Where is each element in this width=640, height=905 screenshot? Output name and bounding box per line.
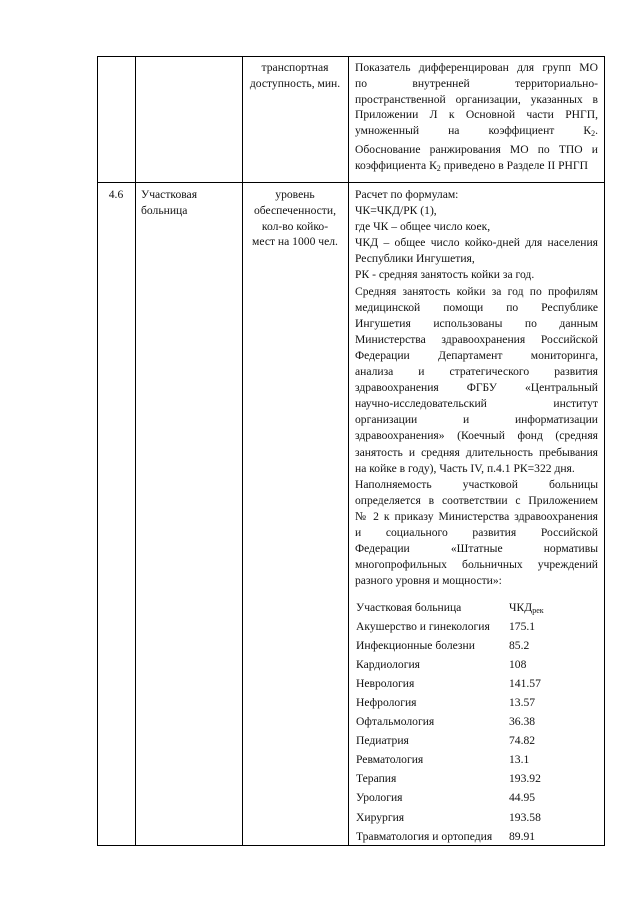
text-line: Министерства здравоохранения Российской [355,332,598,346]
unit-line: мест на 1000 чел. [252,235,338,249]
text-line: РК - средняя занятость койки за год. [355,268,535,282]
profile-table-header [356,598,596,617]
profile-value: 36.38 [509,715,536,729]
profile-value: 44.95 [509,791,536,805]
profile-name: Офтальмология [356,715,435,729]
profile-name: Терапия [356,772,397,786]
text-line: определяется в соответствии с Приложением [355,493,598,507]
profile-row [356,674,596,693]
profile-name: Ревматология [356,753,424,767]
unit-line: транспортная [261,61,329,74]
k-subscript: 2 [591,129,596,139]
text-line: и социального развития Российской [355,525,598,539]
profile-value: 175.1 [509,620,536,634]
text-fragment: умноженный на коэффициент К [355,124,592,138]
column-divider [604,56,605,846]
profile-name: Урология [356,791,403,805]
unit-line: обеспеченности, [254,203,336,217]
profile-value: 13.57 [509,696,536,710]
text-line: анализа и стратегического развития [355,365,598,379]
profile-row [356,617,596,636]
profile-row [356,693,596,712]
text-line: научно-исследовательский институт [355,397,598,411]
profile-value: 85.2 [509,639,530,653]
text-line: Показатель дифференцирован для групп МО [355,61,598,74]
profile-row [356,731,596,750]
text-line: ЧК=ЧКД/РК (1), [355,204,437,218]
profile-name: Акушерство и гинекология [356,620,490,634]
text-fragment: . [595,124,598,138]
text-line: пространственной организации, указанных в [355,92,598,106]
text-line: здравоохранения ФГБУ «Центральный [355,381,598,395]
text-line: занятость и средняя длительность пребывания [355,445,598,459]
profile-row [356,808,596,827]
text-line: Ингушетия использованы по данным [355,316,598,330]
profile-header-name: Участковая больница [356,601,462,614]
text-line: Федерации Департамент мониторинга, [355,348,598,362]
profile-value: 141.57 [509,677,541,691]
profile-name: Педиатрия [356,734,409,748]
row-description-cell [355,187,598,589]
text-line: Приложении Л к Основной части РНГП, [355,108,598,122]
text-line: Средняя занятость койки за год по профилям [355,284,598,298]
name-line: больница [141,203,188,217]
profile-row [356,712,596,731]
text-line: по внутренней территориально- [355,76,598,90]
profile-name: Травматология и ортопедия [356,829,493,843]
profile-value: 13.1 [509,753,530,767]
text-line: Расчет по формулам: [355,188,459,201]
text-line: Республики Ингушетия, [355,252,475,266]
text-line: медицинской помощи по Республике [355,300,598,314]
profile-value: 74.82 [509,734,536,748]
k-subscript: 2 [436,163,441,173]
column-divider [242,56,243,846]
row-unit-cell [242,187,348,250]
profile-row [356,750,596,769]
unit-line: уровень [275,188,315,201]
profile-header-value [509,598,596,617]
profile-name: Хирургия [356,810,405,824]
text-line: разного уровня и мощности»: [355,574,502,588]
text-line: здравоохранения» (Коечный фонд (средняя [355,429,598,443]
profile-row [356,827,596,846]
unit-line: доступность, мин. [249,76,341,90]
column-divider [97,56,98,846]
profile-table [356,598,596,846]
unit-line: кол-во койко- [261,219,329,233]
profile-row [356,788,596,807]
text-line [355,123,598,142]
text-line: Федерации «Штатные нормативы [355,542,598,556]
table-border-top [97,56,605,57]
profile-name: Неврология [356,677,415,691]
profile-value: 108 [509,658,527,672]
header-value-text: ЧКД [509,601,533,614]
profile-value: 89.91 [509,829,536,843]
text-line: № 2 к приказу Министерства здравоохранения [355,509,598,523]
text-line: ЧКД – общее число койко-дней для населения [355,236,598,250]
profile-row [356,636,596,655]
text-line [355,158,598,177]
name-line: Участковая [141,188,198,201]
profile-value: 193.58 [509,810,541,824]
header-value-subscript: рек [532,606,544,615]
profile-name: Нефрология [356,696,417,710]
row-number: 4.6 [108,188,124,201]
text-line: где ЧК – общее число коек, [355,220,491,234]
document-table [97,56,605,846]
profile-name: Кардиология [356,658,420,672]
profile-name: Инфекционные болезни [356,639,475,653]
profile-row [356,769,596,788]
text-fragment: приведено в Разделе II РНГП [440,158,588,172]
profile-value: 193.92 [509,772,541,786]
text-fragment: коэффициента К [355,158,437,172]
text-line: Обоснование ранжирования МО по ТПО и [355,142,598,156]
column-divider [348,56,349,846]
text-line: на койке в году), Часть IV, п.4.1 РК=322 дня. [355,461,575,475]
column-divider [135,56,136,846]
text-line: организации и информатизации [355,413,598,427]
text-line: Наполняемость участковой больницы [355,477,598,491]
top-row-unit-cell [242,60,348,92]
text-line: многопрофильных больничных учреждений [355,558,598,572]
row-divider [97,182,605,183]
profile-row [356,655,596,674]
top-row-description-cell [355,60,598,177]
row-name-cell [141,187,241,219]
